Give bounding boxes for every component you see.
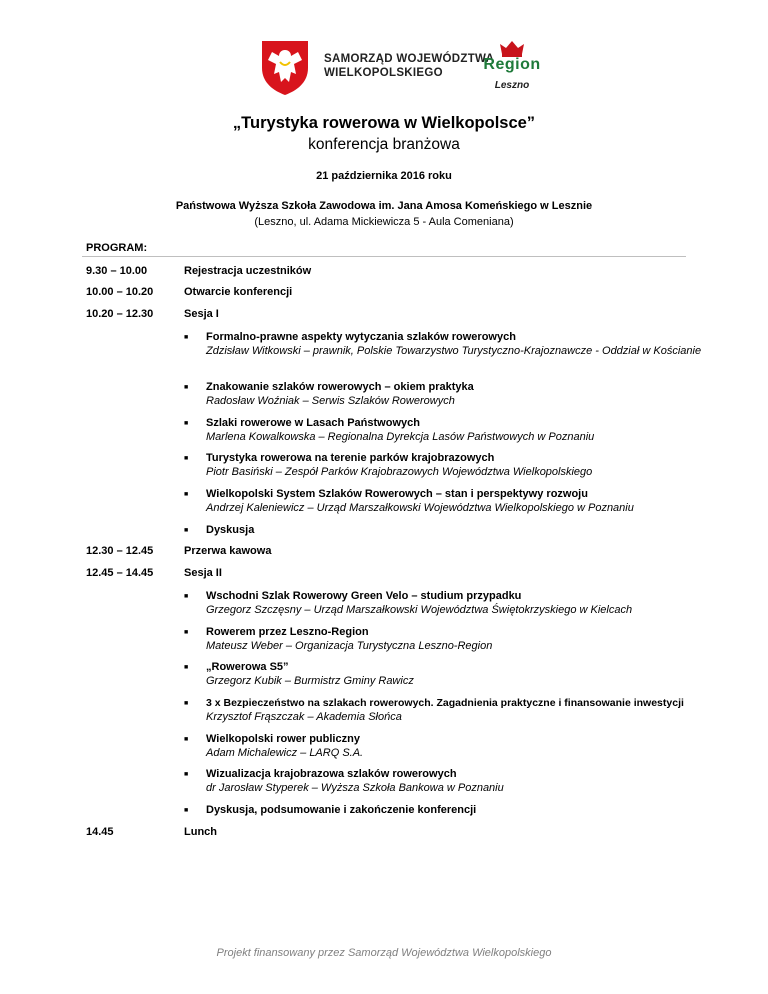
talk-speaker: Krzysztof Frąszczak – Akademia Słońca: [206, 711, 402, 723]
talk-title: Wizualizacja krajobrazowa szlaków rowerowych: [206, 768, 457, 780]
schedule-time: 10.20 – 12.30: [86, 308, 154, 320]
conference-subtitle: konferencja branżowa: [308, 136, 460, 153]
schedule-label: Lunch: [184, 826, 217, 838]
talk-speaker: dr Jarosław Styperek – Wyższa Szkoła Bankowa w Poznaniu: [206, 782, 504, 794]
org-name-line2: WIELKOPOLSKIEGO: [324, 67, 443, 79]
schedule-time: 12.45 – 14.45: [86, 567, 154, 579]
talk-speaker: Zdzisław Witkowski – prawnik, Polskie Towarzystwo Turystyczno-Krajoznawcze - Oddział w Kościanie: [206, 345, 702, 357]
talk-title: Formalno-prawne aspekty wytyczania szlaków rowerowych: [206, 331, 516, 343]
schedule-time: 10.00 – 10.20: [86, 286, 154, 298]
bullet-icon: ■: [184, 736, 189, 743]
talk-title: Szlaki rowerowe w Lasach Państwowych: [206, 417, 420, 429]
talk-speaker: Adam Michalewicz – LARQ S.A.: [206, 747, 364, 759]
talk-speaker: Andrzej Kaleniewicz – Urząd Marszałkowski Województwa Wielkopolskiego w Poznaniu: [206, 502, 634, 514]
program-label: PROGRAM:: [86, 242, 148, 254]
bullet-icon: ■: [184, 527, 189, 534]
header-logos: [258, 38, 558, 100]
talk-title: Rowerem przez Leszno-Region: [206, 626, 369, 638]
talk-title: Wielkopolski rower publiczny: [206, 733, 360, 745]
bullet-icon: ■: [184, 807, 189, 814]
schedule-time: 14.45: [86, 826, 114, 838]
schedule-label: Rejestracja uczestników: [184, 265, 312, 277]
org-name: [324, 52, 494, 80]
venue-name: Państwowa Wyższa Szkoła Zawodowa im. Jana Amosa Komeńskiego w Lesznie: [175, 200, 593, 212]
schedule-label: Sesja I: [184, 308, 219, 320]
talk-title: „Rowerowa S5”: [206, 661, 289, 673]
talk-title: Wschodni Szlak Rowerowy Green Velo – studium przypadku: [206, 590, 522, 602]
bullet-icon: ■: [184, 384, 189, 391]
bullet-icon: ■: [184, 771, 189, 778]
schedule-label: Otwarcie konferencji: [184, 286, 293, 298]
divider: [82, 256, 686, 257]
bullet-icon: ■: [184, 700, 189, 707]
talk-speaker: Piotr Basiński – Zespół Parków Krajobrazowych Województwa Wielkopolskiego: [206, 466, 593, 478]
talk-speaker: Marlena Kowalkowska – Regionalna Dyrekcja Lasów Państwowych w Poznaniu: [206, 431, 595, 443]
bullet-icon: ■: [184, 420, 189, 427]
schedule-label: Sesja II: [184, 567, 222, 579]
schedule-time: 9.30 – 10.00: [86, 265, 148, 277]
region-word: Region: [483, 56, 541, 73]
bullet-icon: ■: [184, 455, 189, 462]
bullet-icon: ■: [184, 664, 189, 671]
conference-date: 21 października 2016 roku: [316, 170, 452, 182]
talk-title: Znakowanie szlaków rowerowych – okiem praktyka: [206, 381, 474, 393]
talk-speaker: Radosław Woźniak – Serwis Szlaków Rowerowych: [206, 395, 455, 407]
funding-footer: Projekt finansowany przez Samorząd Województwa Wielkopolskiego: [216, 947, 552, 959]
crown-icon: [476, 38, 548, 58]
schedule-label: Przerwa kawowa: [184, 545, 272, 557]
conference-title: „Turystyka rowerowa w Wielkopolsce”: [232, 114, 536, 132]
bullet-icon: ■: [184, 593, 189, 600]
bullet-icon: ■: [184, 629, 189, 636]
region-city: Leszno: [494, 80, 530, 91]
talk-speaker: Grzegorz Kubik – Burmistrz Gminy Rawicz: [206, 675, 414, 687]
wielkopolska-crest-logo: [258, 38, 312, 96]
talk-speaker: Mateusz Weber – Organizacja Turystyczna Leszno-Region: [206, 640, 493, 652]
talk-title: Wielkopolski System Szlaków Rowerowych – stan i perspektywy rozwoju: [206, 488, 588, 500]
org-name-line1: SAMORZĄD WOJEWÓDZTWA: [324, 53, 495, 65]
talk-title: 3 x Bezpieczeństwo na szlakach rowerowych. Zagadnienia praktyczne i finansowanie inwestycji: [206, 697, 684, 709]
bullet-icon: ■: [184, 334, 189, 341]
talk-title: Dyskusja: [206, 524, 255, 536]
talk-title: Dyskusja, podsumowanie i zakończenie konferencji: [206, 804, 477, 816]
bullet-icon: ■: [184, 491, 189, 498]
schedule-time: 12.30 – 12.45: [86, 545, 154, 557]
venue-address: (Leszno, ul. Adama Mickiewicza 5 - Aula Comeniana): [254, 216, 514, 228]
talk-title: Turystyka rowerowa na terenie parków krajobrazowych: [206, 452, 495, 464]
talk-speaker: Grzegorz Szczęsny – Urząd Marszałkowski Województwa Świętokrzyskiego w Kielcach: [206, 604, 633, 616]
leszno-region-logo: [476, 38, 548, 100]
